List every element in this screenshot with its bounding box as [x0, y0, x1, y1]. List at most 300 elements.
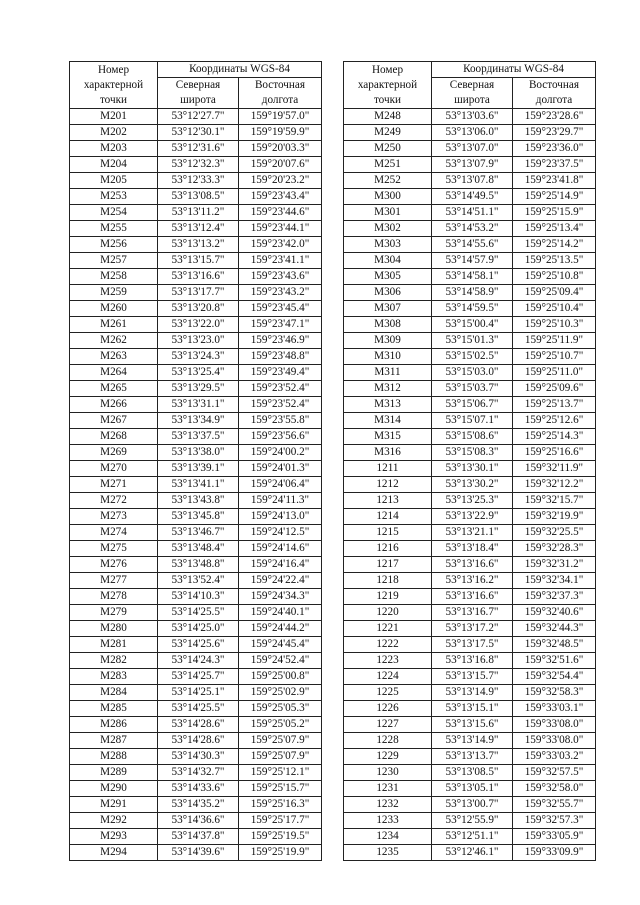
point-number-cell: 1213: [344, 493, 432, 509]
table-row: [344, 221, 596, 237]
latitude-cell: 53°13'23.0": [158, 333, 239, 349]
point-number-cell: М288: [70, 749, 158, 765]
point-number-cell: М316: [344, 445, 432, 461]
point-number-cell: М270: [70, 461, 158, 477]
point-number-cell: 1228: [344, 733, 432, 749]
longitude-cell: 159°25'11.9": [513, 333, 596, 349]
point-number-cell: М269: [70, 445, 158, 461]
latitude-cell: 53°13'15.7": [432, 669, 513, 685]
point-number-cell: 1220: [344, 605, 432, 621]
longitude-cell: 159°32'51.6": [513, 653, 596, 669]
latitude-cell: 53°14'25.1": [158, 685, 239, 701]
longitude-cell: 159°32'40.6": [513, 605, 596, 621]
longitude-cell: 159°32'37.3": [513, 589, 596, 605]
point-number-cell: 1232: [344, 797, 432, 813]
longitude-cell: 159°25'10.4": [513, 301, 596, 317]
latitude-cell: 53°15'08.6": [432, 429, 513, 445]
latitude-cell: 53°13'06.0": [432, 125, 513, 141]
table-row: [70, 205, 322, 221]
point-number-cell: 1231: [344, 781, 432, 797]
point-number-cell: М272: [70, 493, 158, 509]
point-number-cell: М251: [344, 157, 432, 173]
table-row: [344, 333, 596, 349]
longitude-cell: 159°25'09.6": [513, 381, 596, 397]
latitude-cell: 53°13'08.5": [158, 189, 239, 205]
point-number-cell: 1211: [344, 461, 432, 477]
longitude-cell: 159°23'41.1": [239, 253, 322, 269]
table-row: [344, 733, 596, 749]
longitude-cell: 159°19'59.9": [239, 125, 322, 141]
point-number-cell: М302: [344, 221, 432, 237]
table-row: [70, 701, 322, 717]
table-row: [344, 109, 596, 125]
point-number-cell: М280: [70, 621, 158, 637]
latitude-cell: 53°13'22.0": [158, 317, 239, 333]
point-number-cell: 1227: [344, 717, 432, 733]
longitude-cell: 159°32'55.7": [513, 797, 596, 813]
longitude-cell: 159°23'43.4": [239, 189, 322, 205]
table-row: [70, 813, 322, 829]
point-number-cell: М309: [344, 333, 432, 349]
table-row: [344, 301, 596, 317]
longitude-cell: 159°24'44.2": [239, 621, 322, 637]
longitude-cell: 159°25'10.3": [513, 317, 596, 333]
point-number-cell: М287: [70, 733, 158, 749]
latitude-cell: 53°13'00.7": [432, 797, 513, 813]
table-row: [344, 557, 596, 573]
table-row: [344, 589, 596, 605]
coordinates-table-left: [69, 61, 322, 861]
latitude-cell: 53°13'16.6": [432, 557, 513, 573]
table-row: [70, 413, 322, 429]
longitude-cell: 159°24'01.3": [239, 461, 322, 477]
table-body-right: [344, 109, 596, 861]
latitude-cell: 53°13'05.1": [432, 781, 513, 797]
point-number-cell: 1229: [344, 749, 432, 765]
latitude-cell: 53°13'38.0": [158, 445, 239, 461]
longitude-cell: 159°24'34.3": [239, 589, 322, 605]
latitude-cell: 53°15'01.3": [432, 333, 513, 349]
longitude-cell: 159°25'10.7": [513, 349, 596, 365]
longitude-cell: 159°32'58.0": [513, 781, 596, 797]
table-row: [70, 685, 322, 701]
longitude-cell: 159°24'11.3": [239, 493, 322, 509]
point-number-cell: 1223: [344, 653, 432, 669]
table-row: [70, 557, 322, 573]
longitude-cell: 159°25'11.0": [513, 365, 596, 381]
latitude-cell: 53°13'16.6": [158, 269, 239, 285]
table-row: [70, 157, 322, 173]
latitude-cell: 53°13'46.7": [158, 525, 239, 541]
longitude-cell: 159°23'44.6": [239, 205, 322, 221]
longitude-cell: 159°32'48.5": [513, 637, 596, 653]
point-number-cell: 1219: [344, 589, 432, 605]
latitude-cell: 53°14'39.6": [158, 845, 239, 861]
point-number-cell: 1224: [344, 669, 432, 685]
longitude-cell: 159°25'00.8": [239, 669, 322, 685]
latitude-cell: 53°13'14.9": [432, 733, 513, 749]
point-number-cell: М293: [70, 829, 158, 845]
latitude-cell: 53°13'17.5": [432, 637, 513, 653]
header-east-longitude: Восточная долгота: [513, 78, 596, 109]
point-number-cell: М303: [344, 237, 432, 253]
point-number-cell: М306: [344, 285, 432, 301]
longitude-cell: 159°25'17.7": [239, 813, 322, 829]
table-row: [70, 365, 322, 381]
longitude-cell: 159°25'16.3": [239, 797, 322, 813]
point-number-cell: М202: [70, 125, 158, 141]
longitude-cell: 159°32'25.5": [513, 525, 596, 541]
table-row: [344, 157, 596, 173]
point-number-cell: М248: [344, 109, 432, 125]
latitude-cell: 53°13'25.4": [158, 365, 239, 381]
longitude-cell: 159°33'05.9": [513, 829, 596, 845]
latitude-cell: 53°13'16.6": [432, 589, 513, 605]
header-east-longitude: Восточная долгота: [239, 78, 322, 109]
point-number-cell: М271: [70, 477, 158, 493]
longitude-cell: 159°32'57.3": [513, 813, 596, 829]
latitude-cell: 53°13'11.2": [158, 205, 239, 221]
latitude-cell: 53°13'39.1": [158, 461, 239, 477]
longitude-cell: 159°25'10.8": [513, 269, 596, 285]
point-number-cell: М254: [70, 205, 158, 221]
point-number-cell: 1233: [344, 813, 432, 829]
table-row: [70, 653, 322, 669]
table-row: [70, 301, 322, 317]
longitude-cell: 159°25'14.3": [513, 429, 596, 445]
point-number-cell: М257: [70, 253, 158, 269]
table-row: [70, 797, 322, 813]
latitude-cell: 53°14'25.7": [158, 669, 239, 685]
longitude-cell: 159°33'03.2": [513, 749, 596, 765]
table-row: [344, 669, 596, 685]
table-row: [70, 733, 322, 749]
table-row: [344, 845, 596, 861]
longitude-cell: 159°24'06.4": [239, 477, 322, 493]
longitude-cell: 159°23'56.6": [239, 429, 322, 445]
point-number-cell: М273: [70, 509, 158, 525]
table-row: [344, 701, 596, 717]
longitude-cell: 159°23'36.0": [513, 141, 596, 157]
point-number-cell: 1215: [344, 525, 432, 541]
latitude-cell: 53°13'22.9": [432, 509, 513, 525]
longitude-cell: 159°25'05.3": [239, 701, 322, 717]
table-row: [344, 605, 596, 621]
longitude-cell: 159°32'58.3": [513, 685, 596, 701]
point-number-cell: М262: [70, 333, 158, 349]
point-number-cell: М313: [344, 397, 432, 413]
point-number-cell: М285: [70, 701, 158, 717]
latitude-cell: 53°14'28.6": [158, 717, 239, 733]
latitude-cell: 53°13'13.2": [158, 237, 239, 253]
table-row: [344, 461, 596, 477]
latitude-cell: 53°14'53.2": [432, 221, 513, 237]
latitude-cell: 53°13'14.9": [432, 685, 513, 701]
table-row: [344, 285, 596, 301]
latitude-cell: 53°13'17.2": [432, 621, 513, 637]
point-number-cell: М205: [70, 173, 158, 189]
table-row: [344, 173, 596, 189]
header-north-latitude: Северная широта: [158, 78, 239, 109]
latitude-cell: 53°13'41.1": [158, 477, 239, 493]
latitude-cell: 53°15'02.5": [432, 349, 513, 365]
latitude-cell: 53°13'37.5": [158, 429, 239, 445]
point-number-cell: М282: [70, 653, 158, 669]
point-number-cell: 1222: [344, 637, 432, 653]
table-row: [344, 429, 596, 445]
latitude-cell: 53°14'49.5": [432, 189, 513, 205]
table-row: [344, 317, 596, 333]
header-point-number: Номер характерной точки: [344, 62, 432, 109]
longitude-cell: 159°32'54.4": [513, 669, 596, 685]
latitude-cell: 53°15'03.0": [432, 365, 513, 381]
latitude-cell: 53°14'25.6": [158, 637, 239, 653]
table-row: [344, 637, 596, 653]
longitude-cell: 159°23'41.8": [513, 173, 596, 189]
longitude-cell: 159°24'45.4": [239, 637, 322, 653]
longitude-cell: 159°32'19.9": [513, 509, 596, 525]
longitude-cell: 159°25'07.9": [239, 733, 322, 749]
latitude-cell: 53°13'15.1": [432, 701, 513, 717]
point-number-cell: 1226: [344, 701, 432, 717]
point-number-cell: М294: [70, 845, 158, 861]
longitude-cell: 159°32'12.2": [513, 477, 596, 493]
table-row: [70, 381, 322, 397]
point-number-cell: М301: [344, 205, 432, 221]
longitude-cell: 159°23'37.5": [513, 157, 596, 173]
table-row: [344, 493, 596, 509]
table-row: [344, 813, 596, 829]
table-row: [70, 285, 322, 301]
point-number-cell: М311: [344, 365, 432, 381]
point-number-cell: М289: [70, 765, 158, 781]
point-number-cell: М259: [70, 285, 158, 301]
table-row: [70, 221, 322, 237]
latitude-cell: 53°13'17.7": [158, 285, 239, 301]
table-row: [70, 109, 322, 125]
latitude-cell: 53°12'31.6": [158, 141, 239, 157]
latitude-cell: 53°13'16.8": [432, 653, 513, 669]
latitude-cell: 53°14'32.7": [158, 765, 239, 781]
table-row: [70, 509, 322, 525]
latitude-cell: 53°14'25.0": [158, 621, 239, 637]
longitude-cell: 159°32'57.5": [513, 765, 596, 781]
point-number-cell: 1234: [344, 829, 432, 845]
longitude-cell: 159°25'13.5": [513, 253, 596, 269]
table-row: [344, 781, 596, 797]
longitude-cell: 159°25'02.9": [239, 685, 322, 701]
table-row: [344, 253, 596, 269]
latitude-cell: 53°15'06.7": [432, 397, 513, 413]
table-row: [70, 621, 322, 637]
longitude-cell: 159°33'03.1": [513, 701, 596, 717]
point-number-cell: М276: [70, 557, 158, 573]
table-row: [344, 125, 596, 141]
point-number-cell: М286: [70, 717, 158, 733]
longitude-cell: 159°20'03.3": [239, 141, 322, 157]
longitude-cell: 159°23'42.0": [239, 237, 322, 253]
table-row: [70, 141, 322, 157]
point-number-cell: М312: [344, 381, 432, 397]
latitude-cell: 53°13'48.8": [158, 557, 239, 573]
longitude-cell: 159°25'14.2": [513, 237, 596, 253]
longitude-cell: 159°32'15.7": [513, 493, 596, 509]
latitude-cell: 53°13'08.5": [432, 765, 513, 781]
table-row: [344, 749, 596, 765]
latitude-cell: 53°15'03.7": [432, 381, 513, 397]
table-row: [70, 669, 322, 685]
point-number-cell: М264: [70, 365, 158, 381]
latitude-cell: 53°14'36.6": [158, 813, 239, 829]
latitude-cell: 53°13'30.1": [432, 461, 513, 477]
longitude-cell: 159°24'14.6": [239, 541, 322, 557]
table-row: [344, 397, 596, 413]
longitude-cell: 159°25'07.9": [239, 749, 322, 765]
table-row: [70, 445, 322, 461]
longitude-cell: 159°24'13.0": [239, 509, 322, 525]
point-number-cell: М314: [344, 413, 432, 429]
latitude-cell: 53°14'10.3": [158, 589, 239, 605]
point-number-cell: М260: [70, 301, 158, 317]
longitude-cell: 159°25'19.5": [239, 829, 322, 845]
table-row: [70, 781, 322, 797]
point-number-cell: М308: [344, 317, 432, 333]
table-row: [344, 541, 596, 557]
longitude-cell: 159°20'07.6": [239, 157, 322, 173]
table-row: [344, 509, 596, 525]
point-number-cell: М258: [70, 269, 158, 285]
longitude-cell: 159°24'00.2": [239, 445, 322, 461]
header-north-latitude: Северная широта: [432, 78, 513, 109]
table-row: [70, 525, 322, 541]
point-number-cell: М278: [70, 589, 158, 605]
point-number-cell: 1216: [344, 541, 432, 557]
latitude-cell: 53°13'16.2": [432, 573, 513, 589]
table-row: [344, 685, 596, 701]
table-row: [70, 605, 322, 621]
longitude-cell: 159°23'49.4": [239, 365, 322, 381]
table-row: [70, 477, 322, 493]
latitude-cell: 53°14'25.5": [158, 605, 239, 621]
table-row: [344, 365, 596, 381]
point-number-cell: 1221: [344, 621, 432, 637]
point-number-cell: М266: [70, 397, 158, 413]
point-number-cell: М201: [70, 109, 158, 125]
table-row: [70, 349, 322, 365]
point-number-cell: М304: [344, 253, 432, 269]
longitude-cell: 159°23'46.9": [239, 333, 322, 349]
table-row: [70, 845, 322, 861]
point-number-cell: М252: [344, 173, 432, 189]
longitude-cell: 159°23'47.1": [239, 317, 322, 333]
table-row: [344, 445, 596, 461]
table-row: [70, 237, 322, 253]
point-number-cell: М292: [70, 813, 158, 829]
table-body-left: [70, 109, 322, 861]
latitude-cell: 53°12'30.1": [158, 125, 239, 141]
table-row: [70, 429, 322, 445]
latitude-cell: 53°15'07.1": [432, 413, 513, 429]
table-row: [344, 381, 596, 397]
table-row: [344, 477, 596, 493]
latitude-cell: 53°14'25.5": [158, 701, 239, 717]
point-number-cell: М283: [70, 669, 158, 685]
latitude-cell: 53°13'43.8": [158, 493, 239, 509]
point-number-cell: М203: [70, 141, 158, 157]
table-row: [70, 493, 322, 509]
table-row: [344, 349, 596, 365]
point-number-cell: 1218: [344, 573, 432, 589]
table-row: [344, 269, 596, 285]
table-row: [70, 173, 322, 189]
latitude-cell: 53°14'37.8": [158, 829, 239, 845]
longitude-cell: 159°24'52.4": [239, 653, 322, 669]
longitude-cell: 159°23'28.6": [513, 109, 596, 125]
point-number-cell: М310: [344, 349, 432, 365]
longitude-cell: 159°32'34.1": [513, 573, 596, 589]
latitude-cell: 53°12'27.7": [158, 109, 239, 125]
latitude-cell: 53°13'15.7": [158, 253, 239, 269]
point-number-cell: 1214: [344, 509, 432, 525]
longitude-cell: 159°25'19.9": [239, 845, 322, 861]
table-row: [70, 189, 322, 205]
latitude-cell: 53°13'15.6": [432, 717, 513, 733]
point-number-cell: М274: [70, 525, 158, 541]
table-row: [70, 637, 322, 653]
longitude-cell: 159°25'16.6": [513, 445, 596, 461]
latitude-cell: 53°13'34.9": [158, 413, 239, 429]
latitude-cell: 53°12'32.3": [158, 157, 239, 173]
latitude-cell: 53°13'30.2": [432, 477, 513, 493]
table-row: [70, 541, 322, 557]
longitude-cell: 159°23'45.4": [239, 301, 322, 317]
latitude-cell: 53°13'07.8": [432, 173, 513, 189]
point-number-cell: М281: [70, 637, 158, 653]
point-number-cell: 1230: [344, 765, 432, 781]
latitude-cell: 53°14'59.5": [432, 301, 513, 317]
latitude-cell: 53°13'48.4": [158, 541, 239, 557]
table-row: [70, 125, 322, 141]
longitude-cell: 159°33'09.9": [513, 845, 596, 861]
table-row: [70, 749, 322, 765]
table-row: [70, 717, 322, 733]
latitude-cell: 53°13'24.3": [158, 349, 239, 365]
point-number-cell: М249: [344, 125, 432, 141]
longitude-cell: 159°19'57.0": [239, 109, 322, 125]
table-row: [344, 525, 596, 541]
point-number-cell: 1235: [344, 845, 432, 861]
latitude-cell: 53°14'58.1": [432, 269, 513, 285]
point-number-cell: М250: [344, 141, 432, 157]
longitude-cell: 159°32'28.3": [513, 541, 596, 557]
latitude-cell: 53°14'28.6": [158, 733, 239, 749]
point-number-cell: М291: [70, 797, 158, 813]
table-row: [70, 269, 322, 285]
latitude-cell: 53°13'52.4": [158, 573, 239, 589]
latitude-cell: 53°13'45.8": [158, 509, 239, 525]
table-row: [70, 765, 322, 781]
latitude-cell: 53°13'31.1": [158, 397, 239, 413]
longitude-cell: 159°33'08.0": [513, 733, 596, 749]
longitude-cell: 159°25'05.2": [239, 717, 322, 733]
latitude-cell: 53°14'55.6": [432, 237, 513, 253]
longitude-cell: 159°24'22.4": [239, 573, 322, 589]
longitude-cell: 159°23'44.1": [239, 221, 322, 237]
longitude-cell: 159°25'09.4": [513, 285, 596, 301]
table-row: [70, 317, 322, 333]
longitude-cell: 159°23'43.6": [239, 269, 322, 285]
latitude-cell: 53°13'25.3": [432, 493, 513, 509]
